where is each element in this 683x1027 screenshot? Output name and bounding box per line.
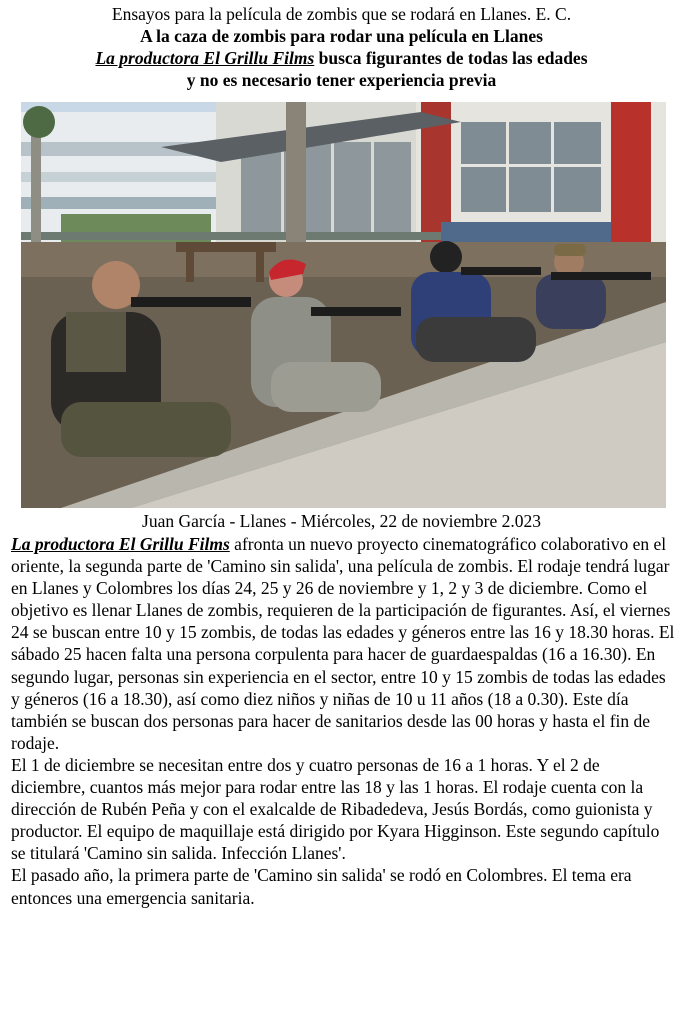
photo-caption-kicker: Ensayos para la película de zombis que se rodará en Llanes. E. C.	[111, 4, 572, 24]
article-photo	[21, 102, 666, 508]
headline: A la caza de zombis para rodar una película en Llanes	[140, 26, 543, 46]
article-header	[0, 3, 683, 91]
article-body	[11, 533, 677, 909]
paragraph-3: El pasado año, la primera parte de 'Camino sin salida' se rodó en Colombres. El tema era entonces una emergencia sanitaria.	[11, 865, 632, 908]
subheadline-line2: y no es necesario tener experiencia previa	[186, 70, 497, 90]
subheadline	[0, 47, 683, 69]
paragraph-2: El 1 de diciembre se necesitan entre dos y cuatro personas de 16 a 1 horas. Y el 2 de diciembre, cuantos más mejor para rodar entre las 18 y las 1 horas. El rodaje cuenta con la dirección de Rubén Peña y con el exalcalde de Ribadedeva, Jesús Bordás, como guionista y productor. El equipo de maquillaje está dirigido por Kyara Higginson. Este segundo capítulo se titulará 'Camino sin salida. Infección Llanes'.	[11, 754, 660, 864]
paragraph-1-text: afronta un nuevo proyecto cinematográfico colaborativo en el oriente, la segunda parte de 'Camino sin salida', una película de zombis. El rodaje tendrá lugar en Llanes y Colombres los días 24, 25 y 26 de noviembre y 1, 2 y 3 de diciembre. Como el objetivo es llenar Llanes de zombis, requieren de la participación de figurantes. Así, el viernes 24 se buscan entre 10 y 15 zombis, de todas las edades y géneros entre las 16 y 18.30 horas. El sábado 25 hacen falta una persona corpulenta para hacer de guardaespaldas (16 a 16.30). En segundo lugar, personas sin experiencia en el sector, entre 10 y 15 zombis de todas las edades y géneros (16 a 18.30), así como diez niños y niñas de 10 u 11 años (18 a 0.30). Este día también se buscan dos personas para hacer de sanitarios desde las 00 horas y hasta el fin de rodaje.	[11, 534, 675, 753]
byline: Juan García - Llanes - Miércoles, 22 de noviembre 2.023	[142, 511, 541, 531]
production-company-name: La productora El Grillu Films	[95, 48, 315, 68]
subheadline-rest: busca figurantes de todas las edades	[314, 48, 588, 68]
production-company-name: La productora El Grillu Films	[11, 534, 230, 554]
paragraph-1	[11, 533, 677, 754]
